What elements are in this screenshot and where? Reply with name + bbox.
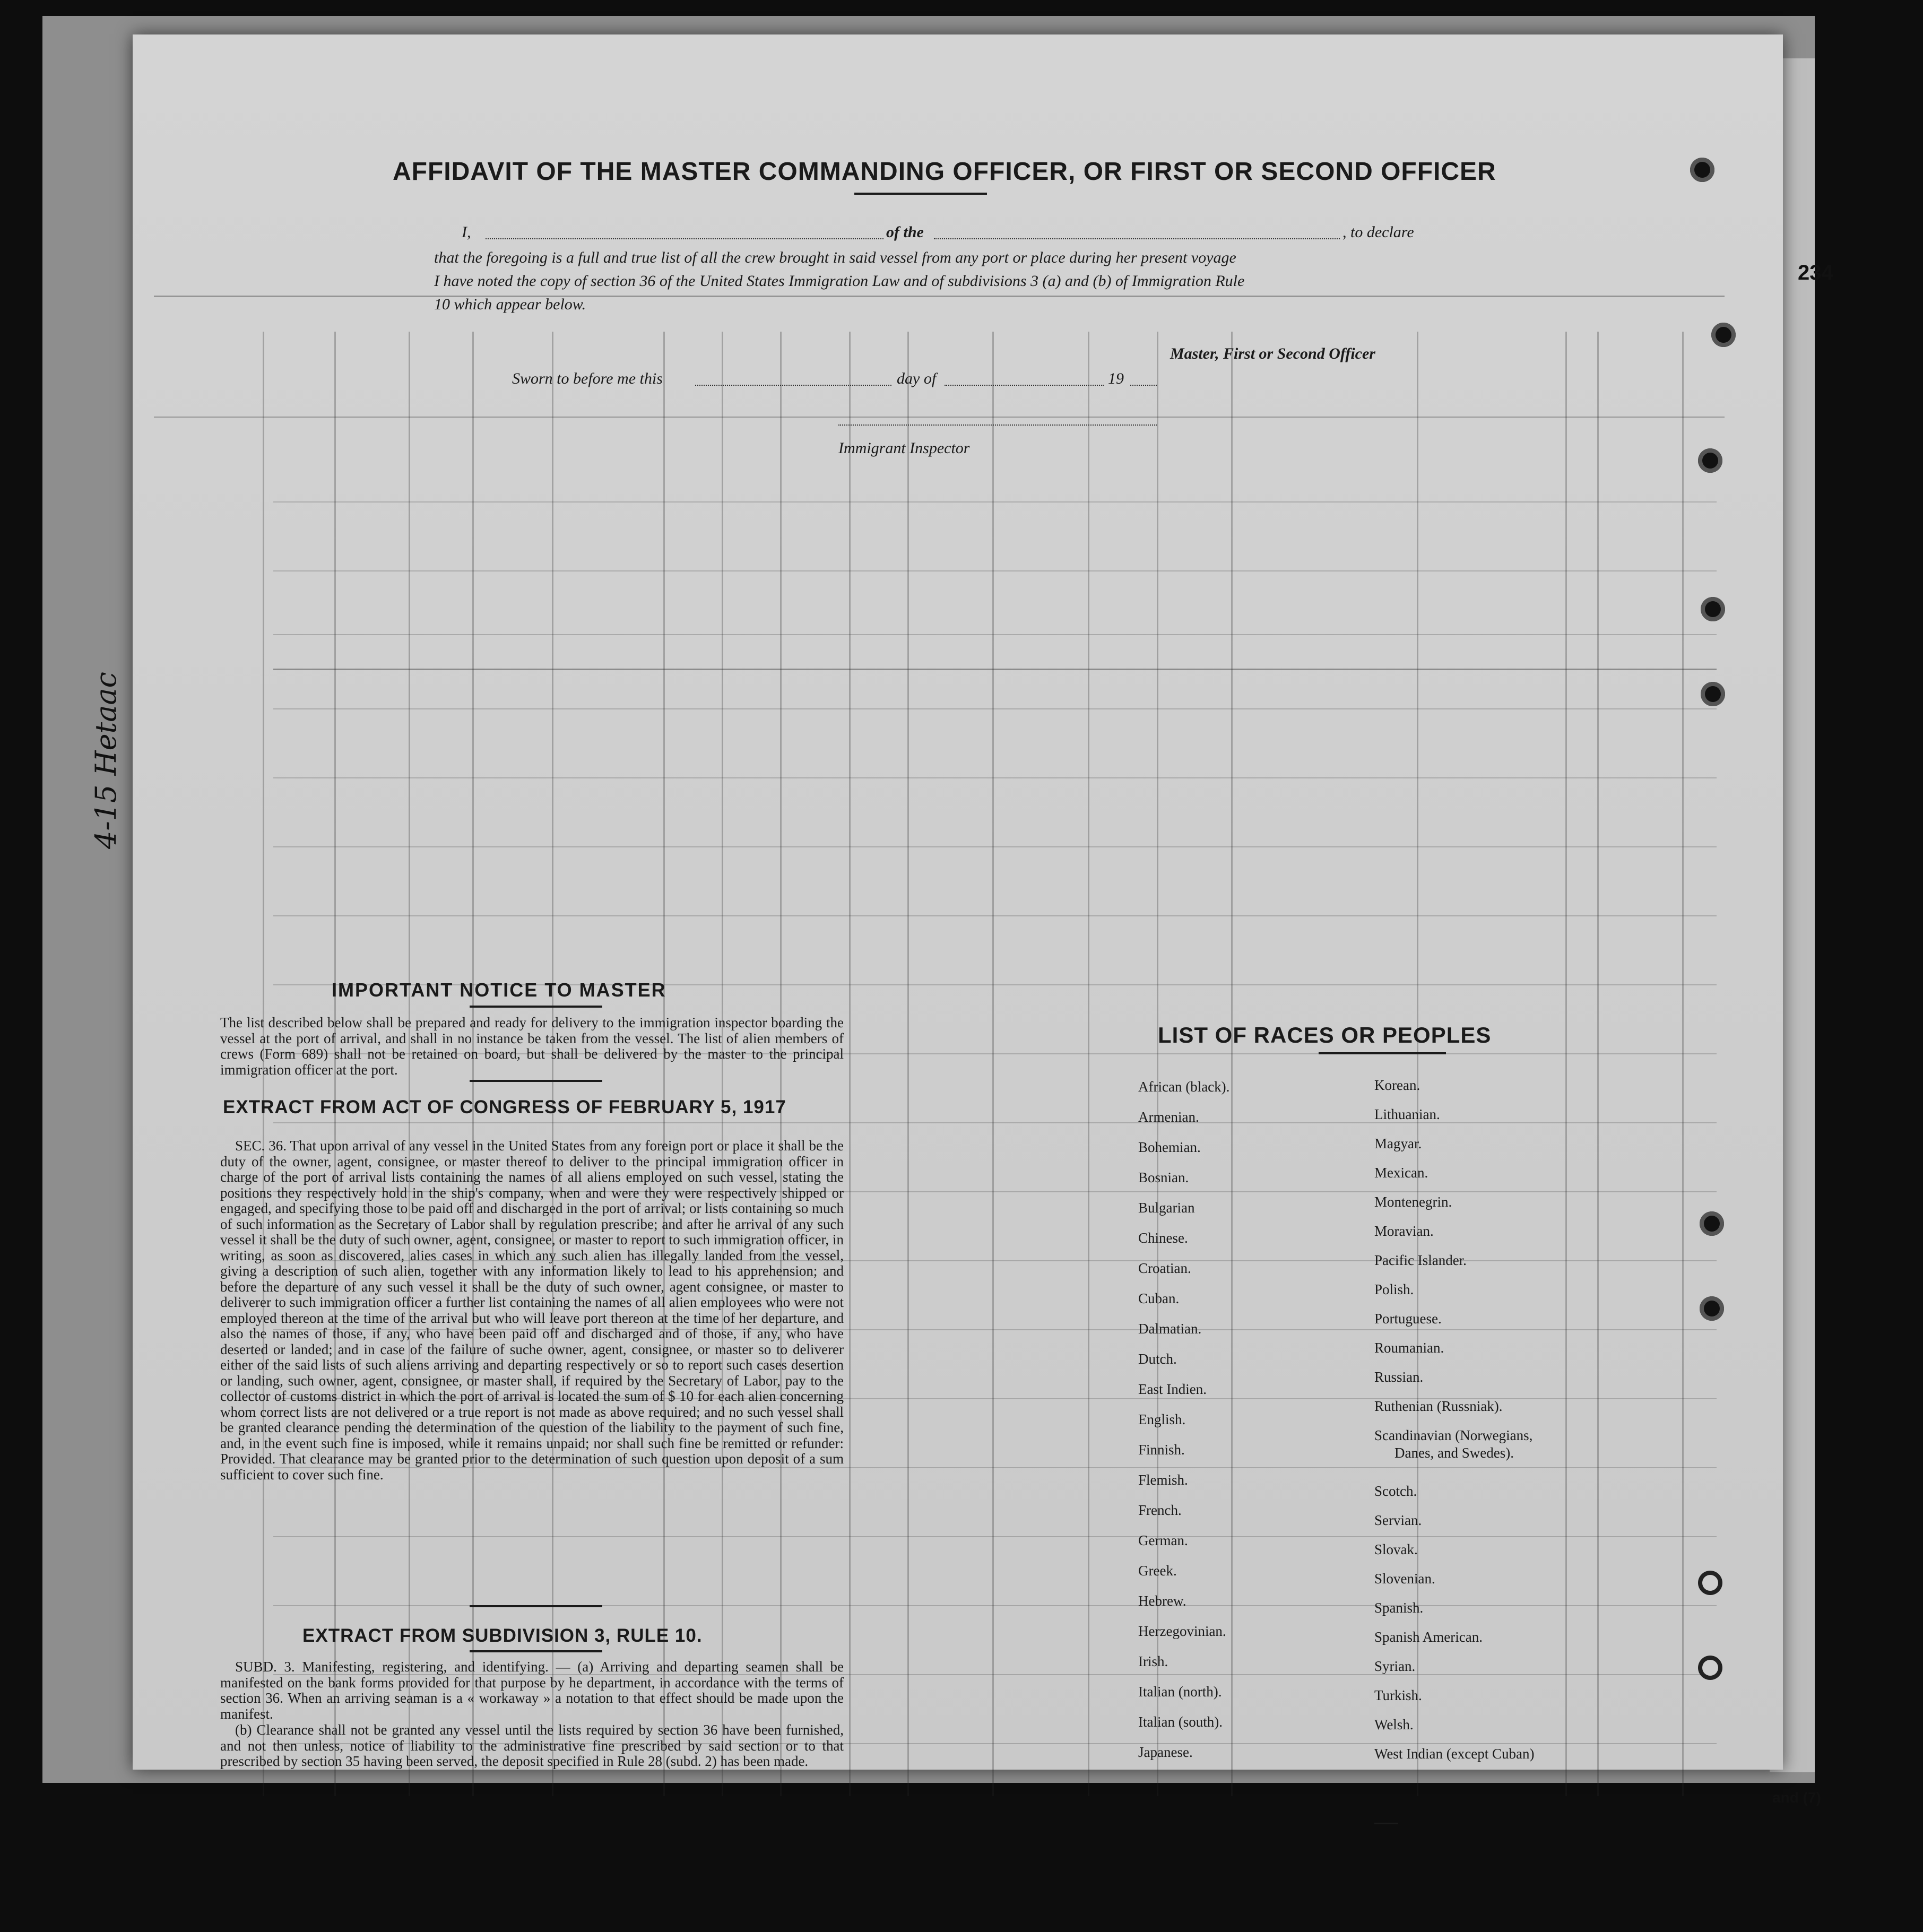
race-item: Irish. bbox=[1138, 1653, 1168, 1669]
footer-right-note: and (7) bbox=[1772, 1789, 1821, 1806]
race-item: Slovenian. bbox=[1374, 1571, 1435, 1587]
affidavit-line-4: 10 which appear below. bbox=[434, 296, 586, 313]
races-title: LIST OF RACES OR PEOPLES bbox=[1158, 1023, 1492, 1047]
notice-text: The list described below shall be prepared and ready for delivery to the immigration inspector boarding the vessel at the port of arrival, and shall in no instance be taken from the vessel. The list of alien members of crews (Form 689) shall not be retained on board, but shall be delivered by the master to the principal immigration officer at the port. bbox=[220, 1015, 844, 1078]
race-item: Armenian. bbox=[1138, 1109, 1199, 1125]
race-item: Turkish. bbox=[1374, 1687, 1422, 1703]
race-item: Cuban. bbox=[1138, 1290, 1180, 1306]
race-item: Lithuanian. bbox=[1374, 1106, 1440, 1122]
race-item: Syrian. bbox=[1374, 1658, 1416, 1674]
race-item: Montenegrin. bbox=[1374, 1194, 1452, 1210]
race-item: Roumanian. bbox=[1374, 1340, 1444, 1356]
race-item: Russian. bbox=[1374, 1369, 1424, 1385]
races-underline bbox=[1319, 1052, 1446, 1054]
affidavit-of-label: of the bbox=[886, 223, 924, 241]
document-page bbox=[133, 34, 1783, 1770]
affidavit-line-3: I have noted the copy of section 36 of the United States Immigration Law and of subdivisions 3 (a) and (b) of Immigration Rule bbox=[434, 272, 1245, 290]
sworn-month-line bbox=[945, 385, 1104, 386]
punch-hole bbox=[1701, 597, 1725, 621]
rule-title: EXTRACT FROM SUBDIVISION 3, RULE 10. bbox=[302, 1625, 703, 1646]
race-item: Dalmatian. bbox=[1138, 1321, 1202, 1337]
master-signature-label: Master, First or Second Officer bbox=[1170, 345, 1375, 362]
rule-underline bbox=[470, 1650, 602, 1652]
notice-underline bbox=[470, 1006, 602, 1008]
race-item: Italian (south). bbox=[1138, 1714, 1223, 1730]
rule-text-a: SUBD. 3. Manifesting, registering, and identifying. — (a) Arriving and departing seamen shall be manifested on the bank forms provided for that purpose by he department, in accordance with the terms of section 36. When an arriving seaman is a « workaway » a notation to that effect should be made upon the manifest. bbox=[220, 1659, 844, 1722]
race-item: Japanese. bbox=[1138, 1744, 1193, 1760]
race-item: Greek. bbox=[1138, 1563, 1177, 1579]
race-item: African (black). bbox=[1138, 1079, 1230, 1095]
punch-hole bbox=[1711, 323, 1736, 347]
vessel-name-line bbox=[934, 238, 1340, 239]
inspector-label: Immigrant Inspector bbox=[838, 439, 970, 457]
race-item: Italian (north). bbox=[1138, 1684, 1222, 1700]
notice-bottom-rule bbox=[470, 1080, 602, 1082]
master-name-line bbox=[486, 238, 883, 239]
inspector-signature-line bbox=[838, 424, 1157, 426]
race-item: Magyar. bbox=[1374, 1136, 1422, 1151]
race-item: Spanish. bbox=[1374, 1600, 1424, 1616]
race-item: Bosnian. bbox=[1138, 1169, 1189, 1185]
affidavit-declare-label: , to declare bbox=[1342, 223, 1414, 241]
race-item: Herzegovinian. bbox=[1138, 1623, 1226, 1639]
race-item: Mexican. bbox=[1374, 1165, 1428, 1181]
punch-hole bbox=[1701, 682, 1725, 706]
punch-hole bbox=[1700, 1211, 1724, 1236]
race-item: Finnish. bbox=[1138, 1442, 1185, 1458]
race-item: Moravian. bbox=[1374, 1223, 1434, 1239]
races-end-mark bbox=[1374, 1823, 1398, 1824]
punch-hole bbox=[1698, 1571, 1722, 1595]
notice-title: IMPORTANT NOTICE TO MASTER bbox=[332, 979, 666, 1001]
affidavit-title: AFFIDAVIT OF THE MASTER COMMANDING OFFICER, OR FIRST OR SECOND OFFICER bbox=[393, 158, 1496, 186]
race-item: East Indien. bbox=[1138, 1381, 1207, 1397]
race-item: Ruthenian (Russniak). bbox=[1374, 1398, 1503, 1414]
race-item: Croatian. bbox=[1138, 1260, 1191, 1276]
race-item: Hebrew. bbox=[1138, 1593, 1186, 1609]
race-item: Portuguese. bbox=[1374, 1311, 1442, 1327]
title-underline bbox=[854, 193, 987, 195]
punch-hole bbox=[1698, 1656, 1722, 1680]
rule-text-b: (b) Clearance shall not be granted any vessel until the lists required by section 36 have been furnished, and not then unless, notice of liability to the administrative fine prescribed by said section or to that prescribed by section 35 having been served, the deposit specified in Rule 28 (subd. 2) has been made. bbox=[220, 1722, 844, 1769]
race-item: Scandinavian (Norwegians, bbox=[1374, 1427, 1533, 1443]
act-bottom-rule bbox=[470, 1605, 602, 1607]
race-item: German. bbox=[1138, 1532, 1188, 1548]
race-item: Servian. bbox=[1374, 1512, 1422, 1528]
race-item: French. bbox=[1138, 1502, 1182, 1518]
race-item: Korean. bbox=[1374, 1077, 1420, 1093]
affidavit-line-2: that the foregoing is a full and true list of all the crew brought in said vessel from any port or place during her present voyage bbox=[434, 249, 1236, 266]
race-item: Bulgarian bbox=[1138, 1200, 1195, 1216]
affidavit-i-label: I, bbox=[462, 223, 471, 241]
act-text: SEC. 36. That upon arrival of any vessel in the United States from any foreign port or place it shall be the duty of the owner, agent, consignee, or master thereof to deliver to the principal immigration officer in charge of the port of arrival lists containing the names of all aliens employed on such vessel, stating the positions they respectively hold in the ship's company, when and were they were respectively shipped or engaged, and specifying those to be paid off and discharged in the port of arrival; or lists containing so much of such information as the Secretary of Labor shall by regulation prescribe; and after he arrival of any such vessel it shall be the duty of such owner, agent, consignee, or master to report to such immigration officer, in writing, as soon as discovered, alies cases in which any such alien has illegally landed from the vessel, giving a description of such alien, together with any information likely to lead to his apprehension; and before the departure of any such vessel it shall be the duty of such owner, agent consignee, or master to deliverer to such immigration officer a further list containing the names of all alien employees who were not employed thereon at the time of the arrival but who will leave port thereon at the time of her departure, and also the names of those, if any, who have been paid off and discharged and of those, if any, who have deserted or landed; and in case of the failure of suche owner, agent, consignee, or master so to deliverer either of the said lists of such aliens arriving and departing respectively or so to report such cases desertion or landing, such owner, agent, consignee, or master shall, if required by the Secretary of Labor, pay to the collector of customs district in which the port of arrival is located the sum of $ 10 for each alien concerning whom correct lists are not delivered or a true report is not made as above required; and no such vessel shall be granted clearance pending the determination of the question of the liability to the payment of such fine, and, in the event such fine is imposed, while it remains unpaid; nor shall such fine be remitted or refunder: Provided. That clearance may be granted prior to the determination of such question upon deposit of a sum sufficient to cover such fine. bbox=[220, 1138, 844, 1483]
race-item: Polish. bbox=[1374, 1281, 1414, 1297]
act-title: EXTRACT FROM ACT OF CONGRESS OF FEBRUARY 5, 1917 bbox=[223, 1097, 786, 1117]
race-item: Welsh. bbox=[1374, 1717, 1414, 1732]
race-item: Slovak. bbox=[1374, 1541, 1418, 1557]
day-of-label: day of bbox=[897, 370, 937, 387]
page-number: 234 bbox=[1798, 261, 1833, 284]
race-item: Spanish American. bbox=[1374, 1629, 1483, 1645]
sworn-year-line bbox=[1130, 385, 1157, 386]
race-item: West Indian (except Cuban) bbox=[1374, 1746, 1535, 1762]
punch-hole bbox=[1698, 448, 1722, 473]
race-item-continuation: Danes, and Swedes). bbox=[1394, 1445, 1514, 1461]
sworn-day-line bbox=[695, 385, 891, 386]
punch-hole bbox=[1690, 158, 1714, 182]
race-item: Bohemian. bbox=[1138, 1139, 1201, 1155]
race-item: Scotch. bbox=[1374, 1483, 1417, 1499]
punch-hole bbox=[1700, 1296, 1724, 1321]
sworn-label: Sworn to before me this bbox=[512, 370, 663, 387]
race-item: Dutch. bbox=[1138, 1351, 1177, 1367]
race-item: Pacific Islander. bbox=[1374, 1252, 1467, 1268]
race-item: Flemish. bbox=[1138, 1472, 1188, 1488]
margin-handwriting: 4-15 Hetaac bbox=[89, 672, 123, 849]
race-item: Chinese. bbox=[1138, 1230, 1188, 1246]
year-label: 19 bbox=[1108, 370, 1124, 387]
race-item: English. bbox=[1138, 1411, 1186, 1427]
